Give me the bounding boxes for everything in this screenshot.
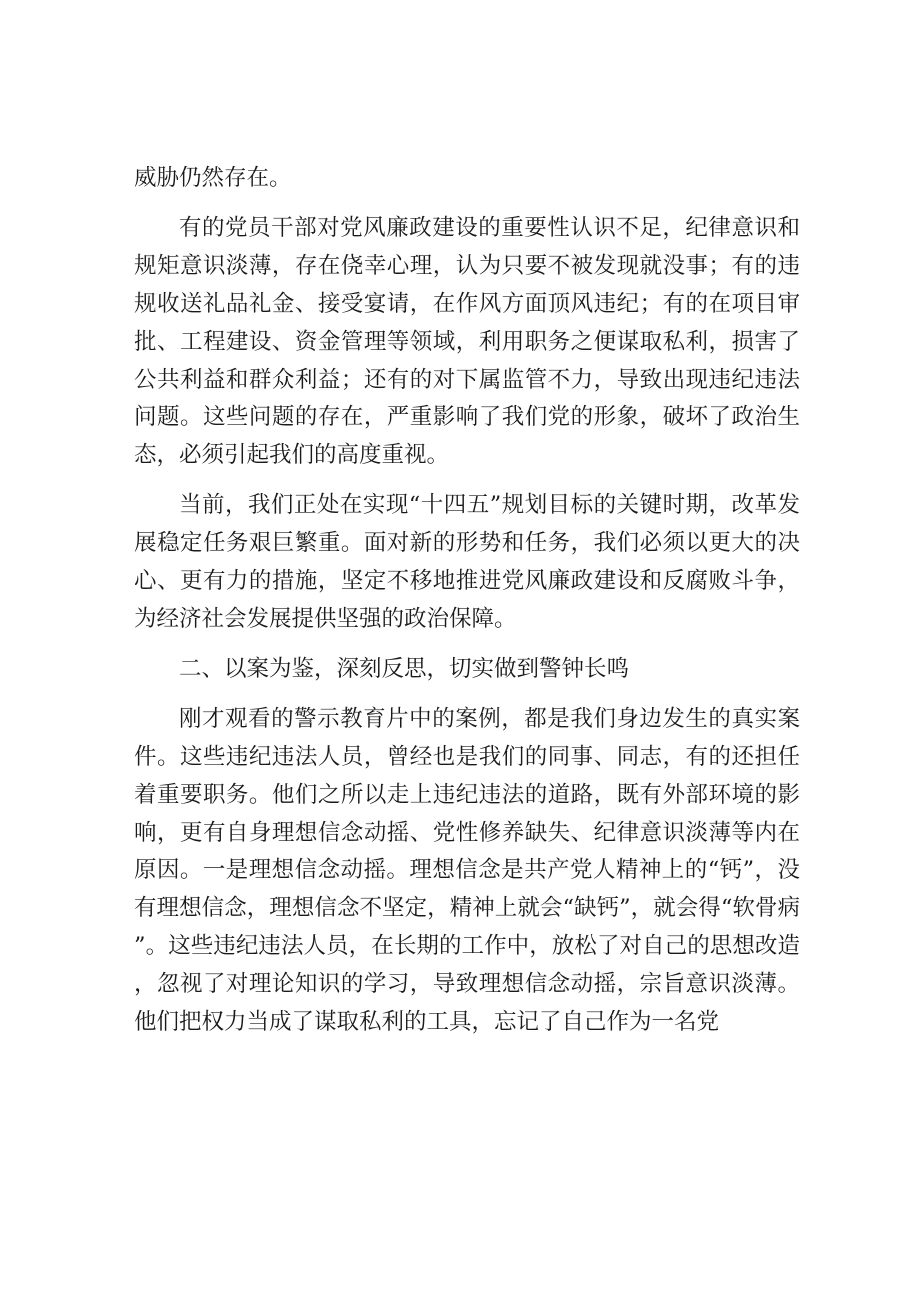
section-heading: 二、以案为鉴，深刻反思，切实做到警钟长鸣 [179, 655, 630, 682]
paragraph-problems: 有的党员干部对党风廉政建设的重要性认识不足，纪律意识和规矩意识淡薄，存在侥幸心理，认为只要不被发现就没事；有的违规收送礼品礼金、接受宴请，在作风方面顶风违纪；有的在项目审批、工程建设、资金管理等领域，利用职务之便谋取私利，损害了公共利益和群众利益；还有的对下属监管不力，导致出现违纪违法问题。这些问题的存在，严重影响了我们党的形象，破坏了政治生态，必须引起我们的高度重视。 [134, 214, 800, 469]
document-body [134, 160, 800, 1054]
paragraph-case-reflection: 刚才观看的警示教育片中的案例，都是我们身边发生的真实案件。这些违纪违法人员，曾经也是我们的同事、同志，有的还担任着重要职务。他们之所以走上违纪违法的道路，既有外部环境的影响，更有自身理想信念动摇、党性修养缺失、纪律意识淡薄等内在原因。一是理想信念动摇。理想信念是共产党人精神上的“钙”，没有理想信念，理想信念不坚定，精神上就会“缺钙”，就会得“软骨病”。这些违纪违法人员，在长期的工作中，放松了对自己的思想改造，忽视了对理论知识的学习，导致理想信念动摇，宗旨意识淡薄。他们把权力当成了谋取私利的工具，忘记了自己作为一名党 [134, 705, 800, 1036]
paragraph-continuation: 威胁仍然存在。 [134, 165, 292, 191]
paragraph-current-situation: 当前，我们正处在实现“十四五”规划目标的关键时期，改革发展稳定任务艰巨繁重。面对新的形势和任务，我们必须以更大的决心、更有力的措施，坚定不移地推进党风廉政建设和反腐败斗争，为经济社会发展提供坚强的政治保障。 [134, 492, 800, 632]
